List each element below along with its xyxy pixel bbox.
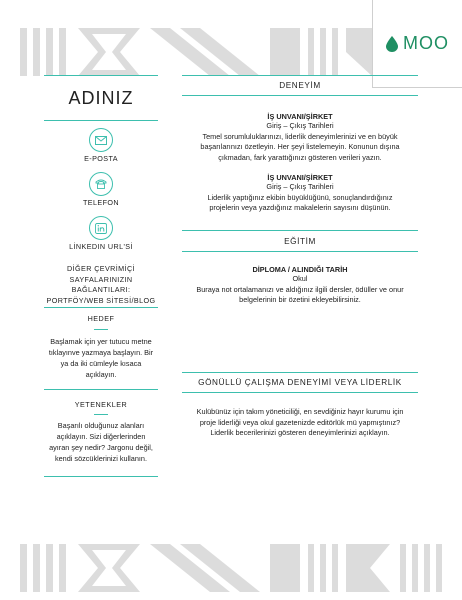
contact-linkedin-label: LİNKEDIN URL'Sİ <box>69 242 133 251</box>
skills-line: Başarılı olduğunuz alanları <box>57 421 145 430</box>
objective-line: Başlamak için yer tutucu metne <box>50 337 152 346</box>
divider <box>44 75 158 76</box>
volunteer-line: Liderlik becerilerinizi gösteren deneyimlerinizi açıklayın. <box>210 428 390 438</box>
skills-text <box>44 420 158 464</box>
divider <box>44 389 158 390</box>
job-description-line: çıkmadan, fark yarattığınızı gösteren verileri yazın. <box>218 152 382 162</box>
job-title: İŞ UNVANI/ŞİRKET <box>267 173 333 182</box>
linkedin-icon <box>89 216 113 240</box>
school-name: Okul <box>292 274 308 283</box>
candidate-name: ADINIZ <box>68 88 134 108</box>
experience-job <box>182 112 418 163</box>
education-entry <box>182 265 418 306</box>
job-description-line: Liderlik yaptığınız ekibin büyüklüğünü, sonuçlandırdığınız <box>207 192 393 202</box>
objective-heading: HEDEF <box>87 314 115 323</box>
email-icon <box>89 128 113 152</box>
divider <box>182 230 418 231</box>
job-dates: Giriş – Çıkış Tarihleri <box>266 182 334 191</box>
divider <box>44 476 158 477</box>
contact-phone-label: TELEFON <box>83 198 119 207</box>
volunteer-line: proje liderliği veya okul gazetenizde editörlük mü yapmıştınız? <box>199 417 401 427</box>
other-links-line: SAYFALARINIZIN BAĞLANTILARI: <box>69 274 133 294</box>
volunteer-heading: GÖNÜLLÜ ÇALIŞMA DENEYİMİ VEYA LİDERLİK <box>198 378 402 387</box>
education-description-line: belgelerinin bir özetini ekleyebilirsiniz. <box>239 295 361 305</box>
job-dates: Giriş – Çıkış Tarihleri <box>266 121 334 130</box>
divider <box>182 75 418 76</box>
water-drop-icon <box>386 36 398 52</box>
divider <box>44 120 158 121</box>
other-links-block <box>44 264 158 306</box>
objective-line: ya da iki cümleyle kısaca <box>60 359 142 368</box>
skills-line: kendi sözcüklerinizi kullanın. <box>54 454 148 463</box>
job-description-line: başarılarınızı özetleyin. Her şeyi listelemeyin. Konunun dışına <box>200 142 400 152</box>
volunteer-text <box>182 407 418 439</box>
phone-icon <box>89 172 113 196</box>
divider <box>182 251 418 252</box>
contact-email-label: E-POSTA <box>84 154 118 163</box>
education-heading: EĞİTİM <box>284 237 316 246</box>
job-description-line: Temel sorumluluklarınızı, liderlik deneyimlerinizi ve en büyük <box>202 131 398 141</box>
brand-name: MOO <box>403 33 449 53</box>
job-description-line: projelerin veya yazdığınız makalelerin sayısını düşünün. <box>209 203 391 213</box>
education-description-line: Buraya not ortalamanızı ve aldığınız ilgili dersler, ödüller ve onur <box>196 284 404 294</box>
objective-line: açıklayın. <box>85 370 117 379</box>
job-title: İŞ UNVANI/ŞİRKET <box>267 112 333 121</box>
experience-heading: DENEYİM <box>279 81 321 90</box>
other-links-line: PORTFÖY/WEB SİTESİ/BLOG <box>46 295 156 305</box>
divider <box>182 95 418 96</box>
skills-line: ayıran şey nedir? Jargonu değil, <box>49 443 153 452</box>
divider <box>182 372 418 373</box>
skills-heading: YETENEKLER <box>74 400 128 409</box>
volunteer-line: Kulübünüz için takım yöneticiliği, en sevdiğiniz hayır kurumu için <box>196 407 404 416</box>
objective-text <box>44 336 158 380</box>
experience-job <box>182 173 418 214</box>
skills-line: açıklayın. Sizi diğerlerinden <box>56 432 146 441</box>
other-links-line: DİĞER ÇEVRİMİÇİ <box>67 264 135 273</box>
heading-underline <box>94 329 108 330</box>
divider <box>182 392 418 393</box>
divider <box>44 307 158 308</box>
decorative-pattern-band-bottom <box>0 544 462 592</box>
objective-line: tıklayınve yazmaya başlayın. Bir <box>48 348 154 357</box>
heading-underline <box>94 414 108 415</box>
degree-title: DİPLOMA / ALINDIĞI TARİH <box>252 265 348 274</box>
